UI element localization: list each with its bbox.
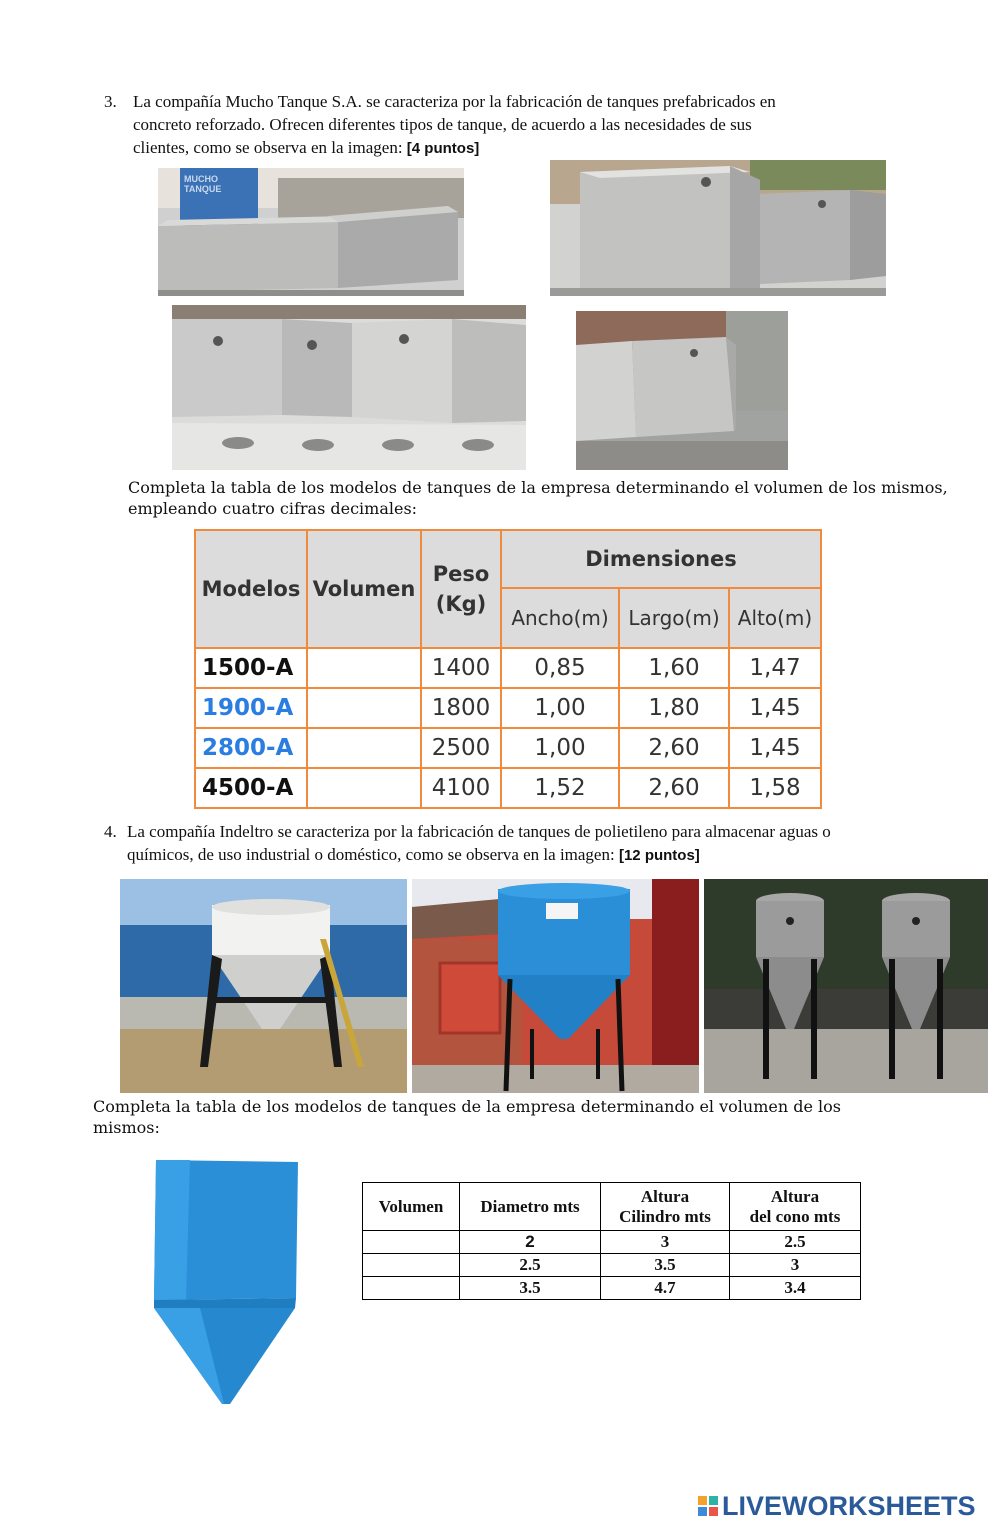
concrete-tank-photo-1 xyxy=(158,168,464,296)
q4-line-1: La compañía Indeltro se caracteriza por la fabricación de tanques de polietileno para almacenar aguas o xyxy=(127,822,831,841)
q4-points: [12 puntos] xyxy=(618,847,700,864)
q3-text xyxy=(133,90,933,160)
height-cell: 1,45 xyxy=(729,728,821,768)
header-width: Ancho(m) xyxy=(501,588,619,648)
concrete-tank-photo-3 xyxy=(172,305,526,470)
header-length: Largo(m) xyxy=(619,588,729,648)
width-cell: 1,00 xyxy=(501,688,619,728)
weight-cell: 1400 xyxy=(421,648,501,688)
table-row xyxy=(195,688,821,728)
width-cell: 1,00 xyxy=(501,728,619,768)
header-cylinder-height xyxy=(601,1183,730,1231)
logo-text: LIVEWORKSHEETS xyxy=(722,1490,976,1521)
header-weight-line-2: (Kg) xyxy=(435,592,487,616)
weight-cell: 4100 xyxy=(421,768,501,808)
volume-answer-cell[interactable] xyxy=(307,728,421,768)
header-dimensions: Dimensiones xyxy=(501,530,821,588)
q4-number: 4. xyxy=(104,822,117,841)
table-row xyxy=(363,1231,861,1254)
mucho-tanque-label: MUCHO TANQUE xyxy=(184,174,222,194)
q3-line-3 xyxy=(133,136,933,160)
header-diameter: Diametro mts xyxy=(460,1183,601,1231)
header-volume-2: Volumen xyxy=(363,1183,460,1231)
q3-instruction-line-2: empleando cuatro cifras decimales: xyxy=(128,499,418,518)
cone-height-cell: 3.4 xyxy=(730,1277,861,1300)
length-cell: 1,60 xyxy=(619,648,729,688)
q4-text xyxy=(127,820,987,867)
q3-line-1: La compañía Mucho Tanque S.A. se caracteriza por la fabricación de tanques prefabricados en xyxy=(133,92,776,111)
header-weight-line-1: Peso xyxy=(432,562,490,586)
header-cylinder-line-2: Cilindro mts xyxy=(619,1206,711,1226)
q3-points: [4 puntos] xyxy=(406,140,480,157)
length-cell: 2,60 xyxy=(619,768,729,808)
width-cell: 0,85 xyxy=(501,648,619,688)
q4-line-2 xyxy=(127,843,987,867)
diameter-cell: 2.5 xyxy=(460,1254,601,1277)
poly-tanks-table xyxy=(362,1182,861,1300)
header-cone-line-1: Altura xyxy=(770,1186,820,1206)
length-cell: 1,80 xyxy=(619,688,729,728)
cone-height-cell: 3 xyxy=(730,1254,861,1277)
weight-cell: 2500 xyxy=(421,728,501,768)
volume-answer-cell[interactable] xyxy=(363,1277,460,1300)
header-volume: Volumen xyxy=(307,530,421,648)
q4-instruction-line-1: Completa la tabla de los modelos de tanques de la empresa determinando el volumen de los xyxy=(93,1097,841,1116)
table-row xyxy=(195,728,821,768)
q3-line-3-text: clientes, como se observa en la imagen: xyxy=(133,138,403,157)
cylinder-height-cell: 4.7 xyxy=(601,1277,730,1300)
q4-instruction-line-2: mismos: xyxy=(93,1118,160,1137)
logo-icon xyxy=(698,1496,718,1516)
diameter-cell: 3.5 xyxy=(460,1277,601,1300)
diameter-cell: 2 xyxy=(460,1231,601,1254)
q4-line-2-text: químicos, de uso industrial o doméstico, como se observa en la imagen: xyxy=(127,845,615,864)
length-cell: 2,60 xyxy=(619,728,729,768)
cylinder-height-cell: 3.5 xyxy=(601,1254,730,1277)
volume-answer-cell[interactable] xyxy=(307,688,421,728)
header-cone-line-2: del cono mts xyxy=(749,1206,841,1226)
header-models: Modelos xyxy=(195,530,307,648)
cylinder-height-cell: 3 xyxy=(601,1231,730,1254)
height-cell: 1,58 xyxy=(729,768,821,808)
liveworksheets-logo[interactable] xyxy=(698,1488,976,1524)
header-cylinder-line-1: Altura xyxy=(640,1186,690,1206)
concrete-tank-photo-4 xyxy=(576,311,788,470)
table-row xyxy=(363,1254,861,1277)
volume-answer-cell[interactable] xyxy=(363,1231,460,1254)
q3-number: 3. xyxy=(104,92,117,111)
model-cell: 2800-A xyxy=(195,728,307,768)
weight-cell: 1800 xyxy=(421,688,501,728)
model-cell: 1900-A xyxy=(195,688,307,728)
cone-height-cell: 2.5 xyxy=(730,1231,861,1254)
width-cell: 1,52 xyxy=(501,768,619,808)
model-cell: 4500-A xyxy=(195,768,307,808)
concrete-tank-photo-2 xyxy=(550,160,886,296)
model-cell: 1500-A xyxy=(195,648,307,688)
header-height: Alto(m) xyxy=(729,588,821,648)
table-row xyxy=(195,768,821,808)
poly-tank-photo-1 xyxy=(120,879,407,1093)
q3-line-2: concreto reforzado. Ofrecen diferentes tipos de tanque, de acuerdo a las necesidades de sus xyxy=(133,115,752,134)
volume-answer-cell[interactable] xyxy=(363,1254,460,1277)
height-cell: 1,45 xyxy=(729,688,821,728)
poly-tank-photo-3 xyxy=(704,879,988,1093)
table-row xyxy=(195,648,821,688)
volume-answer-cell[interactable] xyxy=(307,768,421,808)
concrete-tanks-table xyxy=(194,529,822,809)
header-weight xyxy=(421,530,501,648)
q3-instruction-line-1: Completa la tabla de los modelos de tanques de la empresa determinando el volumen de los mismos, xyxy=(128,478,948,497)
q4-instruction xyxy=(93,1096,953,1138)
tank-diagram xyxy=(150,1156,304,1410)
q3-instruction xyxy=(128,477,998,519)
poly-tank-photo-2 xyxy=(412,879,699,1093)
header-cone-height xyxy=(730,1183,861,1231)
table-row xyxy=(363,1277,861,1300)
volume-answer-cell[interactable] xyxy=(307,648,421,688)
height-cell: 1,47 xyxy=(729,648,821,688)
